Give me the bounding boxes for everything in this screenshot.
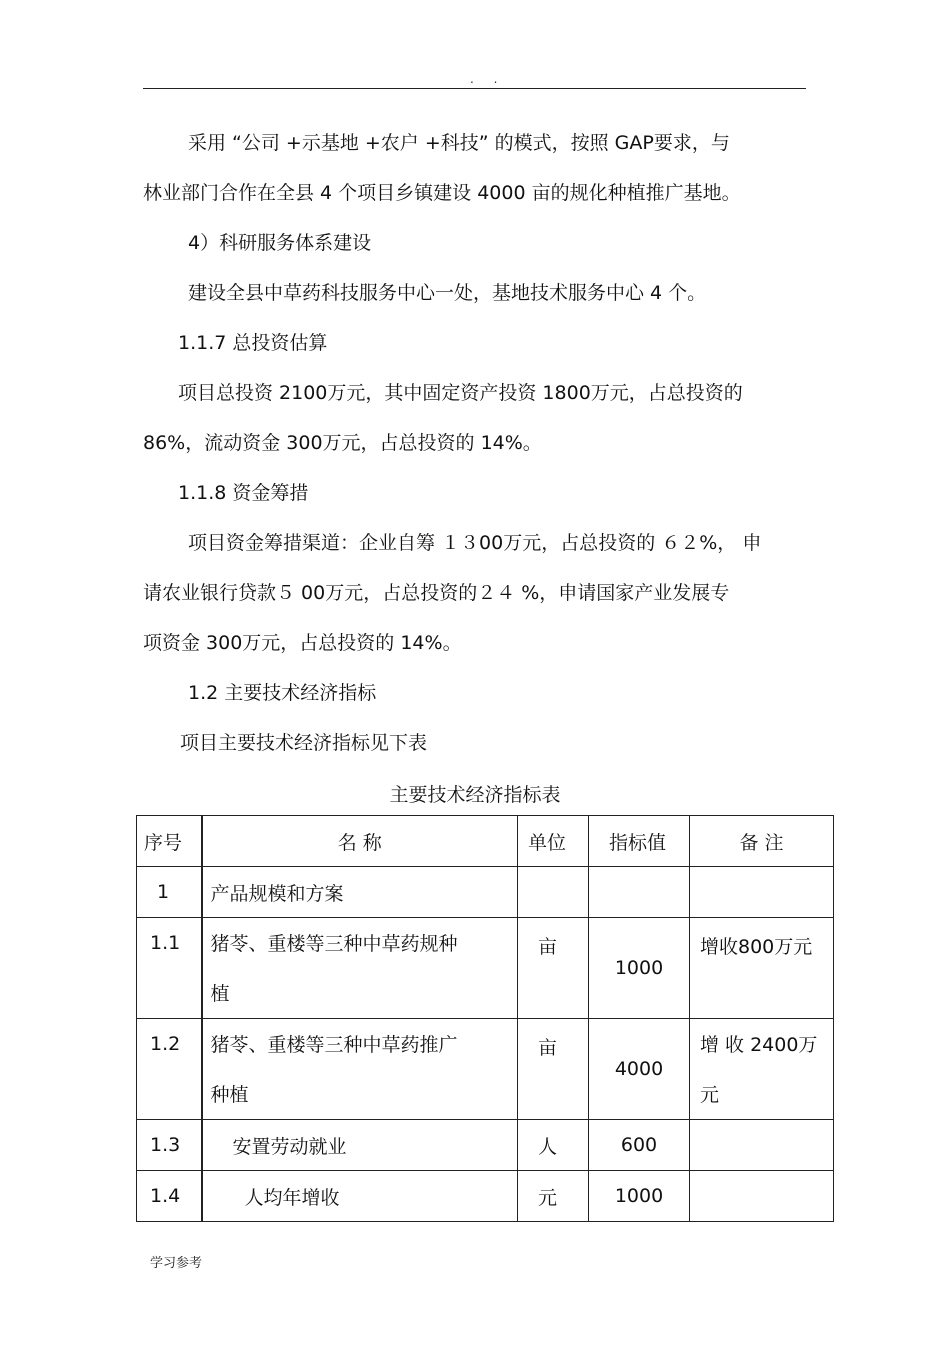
row-note-cell xyxy=(690,1019,834,1120)
header-rule xyxy=(143,88,806,89)
row-unit-cell xyxy=(518,918,589,1019)
row-unit xyxy=(518,867,589,918)
row-note-cell xyxy=(690,918,834,1019)
body-line: 采用 “公司 +示基地 +农户 +科技” 的模式，按照 GAP要求，与 xyxy=(188,132,730,154)
row-no: 1.2 xyxy=(150,1033,181,1055)
row-unit: 元 xyxy=(518,1171,589,1222)
row-note-line: 元 xyxy=(700,1084,720,1106)
table-row xyxy=(137,867,834,918)
body-line: 86%，流动资金 300万元，占总投资的 14%。 xyxy=(143,432,542,454)
row-no: 1.3 xyxy=(137,1120,202,1171)
row-name-line: 种植 xyxy=(210,1084,249,1106)
row-value: 1000 xyxy=(589,1171,690,1222)
row-name: 产品规模和方案 xyxy=(202,867,518,918)
body-line: 项资金 300万元，占总投资的 14%。 xyxy=(143,632,462,654)
row-unit: 人 xyxy=(518,1120,589,1171)
row-name xyxy=(203,918,518,1006)
body-line: 项目总投资 2100万元，其中固定资产投资 1800万元，占总投资的 xyxy=(178,382,743,404)
row-no-cell xyxy=(137,1019,202,1120)
indicator-table xyxy=(136,815,834,1222)
header-cell-name: 名 称 xyxy=(202,816,518,867)
section-heading: 1.1.7 总投资估算 xyxy=(178,332,328,354)
row-name-line: 猪苓、重楼等三种中草药规种 xyxy=(210,933,458,955)
row-note xyxy=(690,1120,834,1171)
row-note-line: 增 收 2400万 xyxy=(700,1034,818,1056)
row-name: 安置劳动就业 xyxy=(202,1120,518,1171)
body-line: 林业部门合作在全县 4 个项目乡镇建设 4000 亩的规化种植推广基地。 xyxy=(143,182,741,204)
row-no: 1 xyxy=(137,867,202,918)
row-name: 人均年增收 xyxy=(202,1171,518,1222)
body-line: 项目主要技术经济指标见下表 xyxy=(180,732,428,754)
row-value xyxy=(589,867,690,918)
table-row xyxy=(137,1019,834,1120)
row-unit: 亩 xyxy=(538,1037,558,1059)
header-cell-unit: 单位 xyxy=(518,816,589,867)
row-unit: 亩 xyxy=(538,936,558,958)
section-heading: 1.1.8 资金筹措 xyxy=(178,482,309,504)
body-line: 建设全县中草药科技服务中心一处，基地技术服务中心 4 个。 xyxy=(188,282,707,304)
body-line: 请农业银行贷款５ 00万元，占总投资的２４ %，申请国家产业发展专 xyxy=(143,582,730,604)
table-row xyxy=(137,918,834,1019)
row-name-line: 猪苓、重楼等三种中草药推广 xyxy=(210,1034,458,1056)
header-dots: . . xyxy=(470,72,506,86)
row-no: 1.1 xyxy=(150,932,181,954)
row-name-cell xyxy=(202,1019,518,1120)
row-note: 增收800万元 xyxy=(700,936,813,958)
header-cell-value: 指标值 xyxy=(589,816,690,867)
row-no-cell xyxy=(137,918,202,1019)
footer-text: 学习参考 xyxy=(150,1256,203,1271)
row-name-cell xyxy=(202,918,518,1019)
table-header-row xyxy=(137,816,834,867)
row-name-line: 植 xyxy=(210,983,230,1005)
header-cell-no: 序号 xyxy=(137,816,202,867)
row-note xyxy=(690,867,834,918)
body-line: 项目资金筹措渠道：企业自筹 １３00万元，占总投资的 ６２%， 申 xyxy=(188,532,762,554)
section-heading: 1.2 主要技术经济指标 xyxy=(188,682,377,704)
row-name xyxy=(203,1019,518,1107)
row-value: 1000 xyxy=(589,918,690,1019)
header-cell-note: 备 注 xyxy=(690,816,834,867)
section-heading: 4）科研服务体系建设 xyxy=(188,232,372,254)
row-value: 4000 xyxy=(589,1019,690,1120)
table-caption: 主要技术经济指标表 xyxy=(389,784,561,806)
row-note xyxy=(690,1171,834,1222)
table-row xyxy=(137,1120,834,1171)
row-no: 1.4 xyxy=(137,1171,202,1222)
row-value: 600 xyxy=(589,1120,690,1171)
row-unit-cell xyxy=(518,1019,589,1120)
table-row xyxy=(137,1171,834,1222)
row-note xyxy=(690,1019,833,1107)
